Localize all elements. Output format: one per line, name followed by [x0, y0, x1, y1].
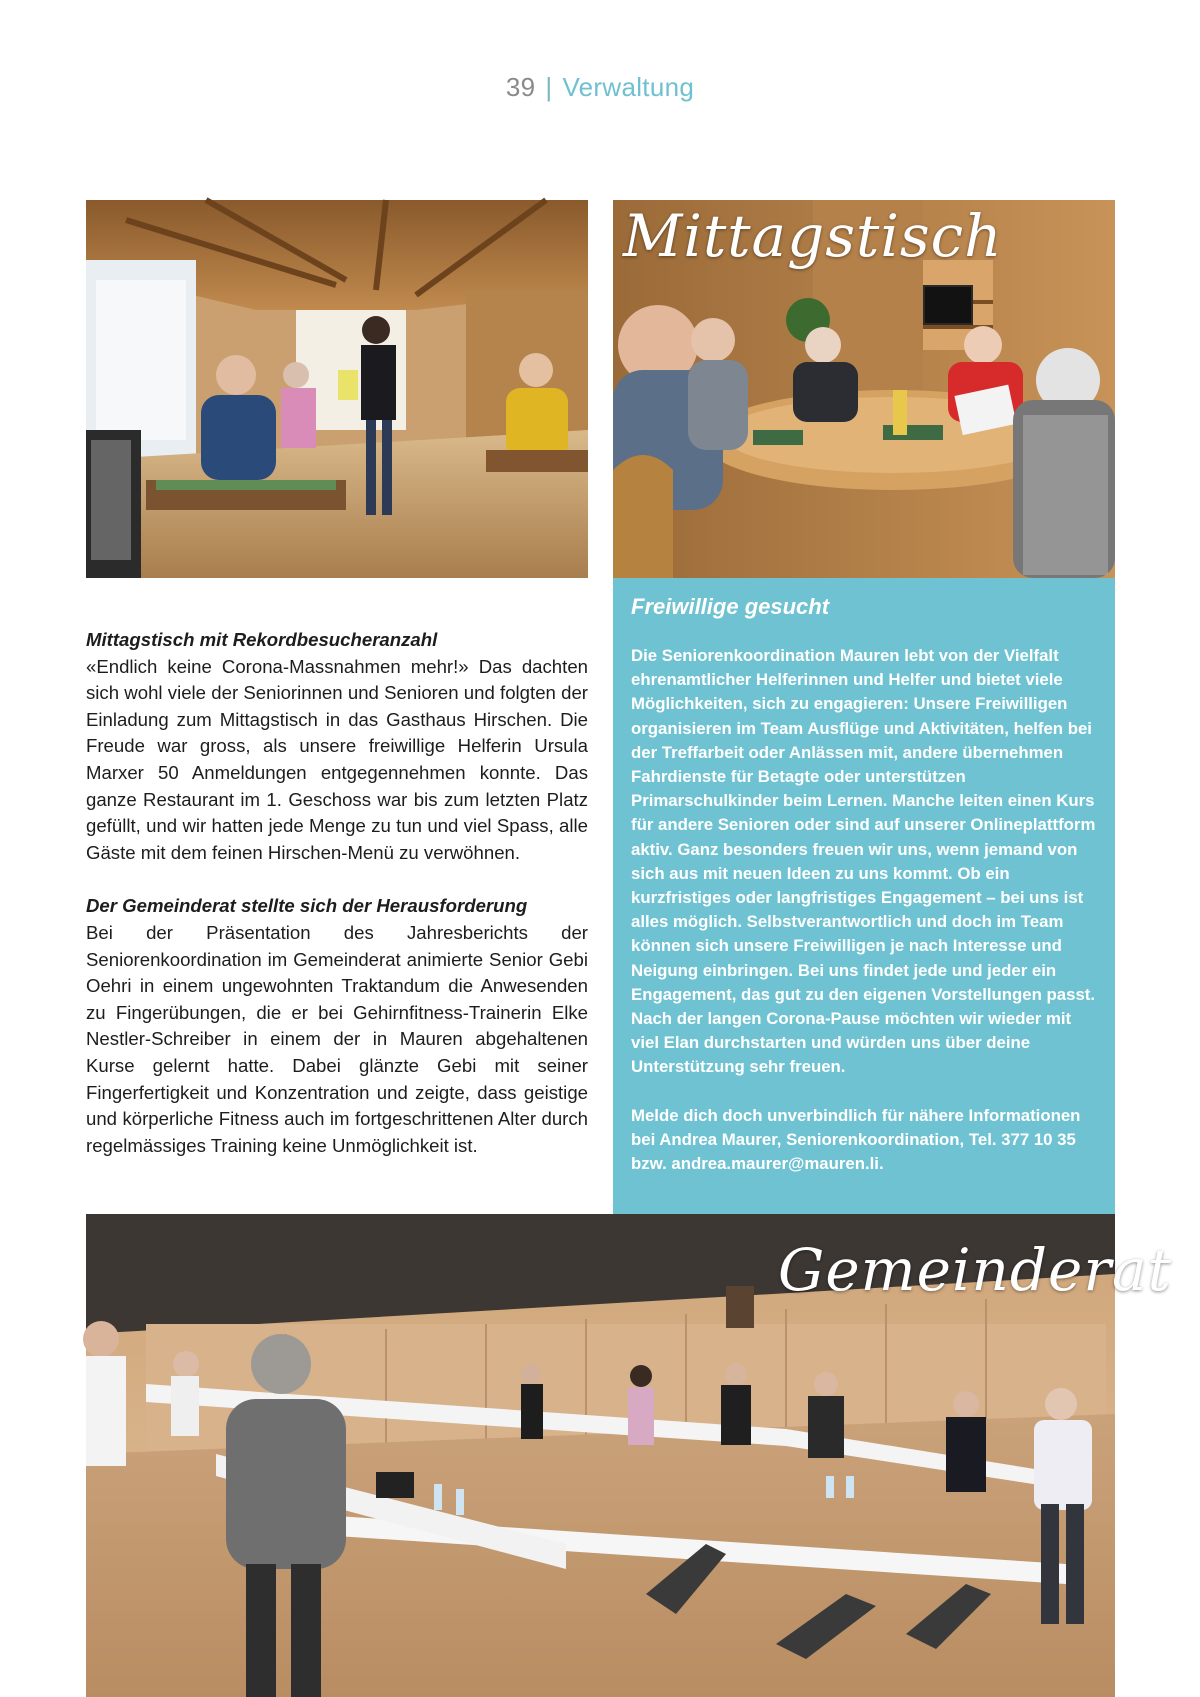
photo-title-mittagstisch: Mittagstisch — [623, 202, 1003, 270]
volunteer-box-body: Die Seniorenkoordination Mauren lebt von der Vielfalt ehrenamtlicher Helferinnen und Helfer und bietet viele Möglichkeiten, sich zu engagieren: Unsere Freiwilligen organisieren im Team Ausflüge und Aktivitäten, helfen bei der Treffarbeit oder Anlässen mit, andere übernehmen Fahrdienste für Betagte oder unterstützen Primarschulkinder beim Lernen. Manche leiten einen Kurs für andere Senioren oder sind auf unserer Onlineplattform aktiv. Ganz besonders freuen wir uns, wenn jemand von sich aus mit neuen Ideen zu uns kommt. Ob ein kurzfristiges oder langfristiges Engagement – bei uns ist alles möglich. Selbstverantwortlich und doch im Team können sich unsere Freiwilligen je nach Interesse und Neigung einbringen. Bei uns findet jede und jeder ein Engagement, das gut zu den eigenen Vorstellungen passt. Nach der langen Corona-Pause möchten wir wieder mit viel Elan durchstarten und würden uns über deine Unterstützung sehr freuen. — [631, 646, 1096, 1077]
section-title: Verwaltung — [562, 72, 695, 102]
header-separator: | — [545, 72, 553, 102]
photo-mittagstisch — [613, 200, 1115, 578]
photo-title-gemeinderat: Gemeinderat — [778, 1236, 1172, 1304]
photo-restaurant-lunch-image — [86, 200, 588, 578]
article-body-mittagstisch: «Endlich keine Corona-Massnahmen mehr!» Das dachten sich wohl viele der Seniorinnen und Senioren und folgten der Einladung zum Mittagstisch in das Gasthaus Hirschen. Die Freude war gross, als unsere freiwillige Helferin Ursula Marxer 50 Anmeldungen entgegennehmen konnte. Das ganze Restaurant im 1. Geschoss war bis zum letzten Platz gefüllt, und wir hatten jede Menge zu tun und viel Spass, alle Gäste mit dem feinen Hirschen-Menü zu verwöhnen. — [86, 655, 588, 863]
photo-restaurant-lunch — [86, 200, 588, 578]
photo-gemeinderat — [86, 1214, 1172, 1697]
article-body-gemeinderat: Bei der Präsentation des Jahresberichts der Seniorenkoordination im Gemeinderat animierte Senior Gebi Oehri in einem ungewohnten Traktandum die Anwesenden zu Fingerübungen, die er bei Gehirnfitness-Trainerin Elke Nestler-Schreiber in einem der in Mauren abgehaltenen Kurse gelernt hatte. Dabei glänzte Gebi mit seiner Fingerfertigkeit und Konzentration und zeigte, dass geistige und körperliche Fitness auch im fortgeschrittenen Alter durch regelmässiges Training keine Unmöglichkeit ist. — [86, 921, 588, 1156]
article-title-gemeinderat: Der Gemeinderat stellte sich der Herausforderung — [86, 895, 528, 917]
article-title-mittagstisch: Mittagstisch mit Rekordbesucheranzahl — [86, 629, 438, 650]
volunteer-box-contact: Melde dich doch unverbindlich für nähere Informationen bei Andrea Maurer, Seniorenkoordination, Tel. 377 10 35 bzw. andrea.maurer@mauren.li. — [631, 1105, 1081, 1174]
page-number: 39 — [505, 72, 536, 102]
volunteer-box-title: Freiwillige gesucht — [631, 594, 830, 619]
left-column — [86, 627, 588, 1159]
volunteer-info-box — [613, 578, 1115, 1214]
page-header — [0, 72, 1200, 103]
